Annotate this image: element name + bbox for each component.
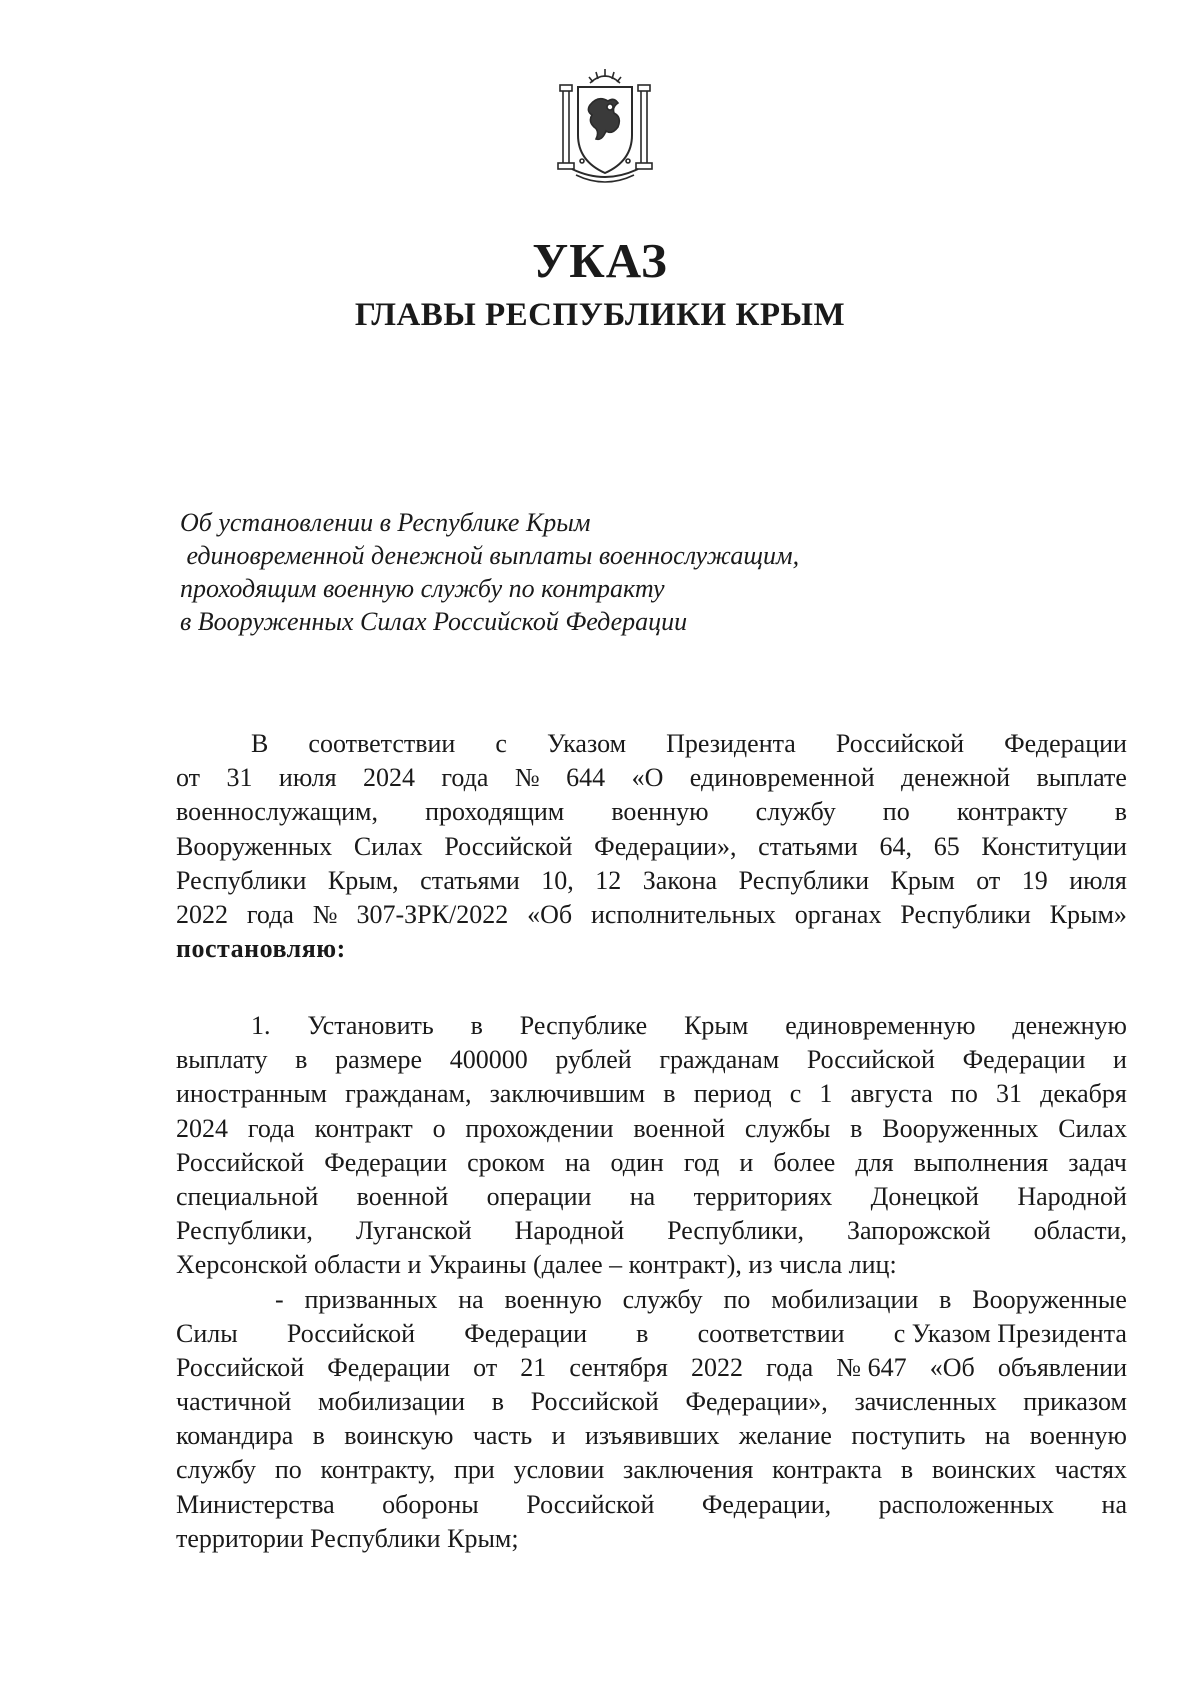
word: Российской [526, 1489, 655, 1519]
word: Федерации [962, 1045, 1086, 1075]
word: Российской [176, 1352, 305, 1382]
word: Народной [1017, 1181, 1127, 1211]
word: военную [504, 1284, 602, 1314]
word: контракт [314, 1113, 413, 1143]
word: в [636, 1318, 649, 1348]
text-line [176, 761, 1127, 795]
word: 10, [541, 865, 574, 895]
word: на [984, 1421, 1011, 1451]
subject-line: единовременной денежной выплаты военнослужащим, [180, 541, 800, 570]
word: военной [356, 1181, 449, 1211]
word: 12 [595, 865, 622, 895]
word: 19 [1021, 865, 1048, 895]
word: выполнения [913, 1147, 1049, 1177]
word: 2024 [362, 763, 415, 793]
word: часть [472, 1421, 533, 1451]
word: иностранным [176, 1079, 327, 1109]
text-line [176, 1112, 1127, 1146]
text-line [176, 1488, 1127, 1522]
word: Республики [900, 899, 1031, 929]
word: - [275, 1284, 284, 1314]
word: июля [1069, 865, 1127, 895]
word: с [789, 1079, 802, 1109]
word: от [473, 1352, 498, 1382]
word: воинскую [344, 1421, 454, 1451]
word: соответствии [697, 1318, 845, 1348]
word: «Об [527, 899, 573, 929]
word: Президента [666, 729, 796, 758]
word: приказом [1023, 1387, 1127, 1417]
word: 2022 [176, 899, 228, 929]
text-line: Херсонской области и Украины (далее – контракт), из числа лиц: [176, 1250, 897, 1280]
word: Федерации, [701, 1489, 832, 1519]
subject-line: проходящим военную службу по контракту [180, 574, 665, 603]
word: при [454, 1455, 495, 1485]
text-line [176, 1077, 1127, 1111]
word: денежной [901, 763, 1011, 793]
word: военной [633, 1113, 726, 1143]
word: года [441, 763, 489, 793]
word: гражданам [659, 1045, 780, 1075]
text-line [176, 1180, 1127, 1214]
word: «Об [929, 1352, 975, 1382]
word: В [251, 729, 269, 758]
word: Крым [890, 865, 955, 895]
text-line [176, 1453, 1127, 1487]
word: контракту [956, 797, 1068, 827]
text-line [176, 1214, 1127, 1248]
word: Республики [176, 865, 307, 895]
word: для [855, 1147, 894, 1177]
word: Запорожской [846, 1216, 991, 1246]
word: Силах [1058, 1113, 1127, 1143]
word: Российской [530, 1387, 659, 1417]
word: Российской [444, 831, 573, 861]
word: Министерства [176, 1489, 335, 1519]
word: года [766, 1352, 814, 1382]
word: военную [611, 797, 709, 827]
word: с [495, 729, 507, 758]
word: денежную [1012, 1011, 1127, 1040]
word: 1. [251, 1011, 271, 1040]
word: период [693, 1079, 772, 1109]
word: Вооруженных [882, 1113, 1039, 1143]
word: выплате [1036, 763, 1127, 793]
word: Силы [176, 1318, 238, 1348]
word: статьями [420, 865, 520, 895]
word: Республике [519, 1011, 648, 1040]
word: Луганской [355, 1216, 472, 1246]
word: и [551, 1421, 566, 1451]
text-line: территории Республики Крым; [176, 1523, 519, 1553]
word: Федерации [327, 1352, 451, 1382]
word: 2024 [176, 1113, 228, 1143]
item-1-paragraph [176, 1009, 1127, 1556]
word: единовременной [689, 763, 875, 793]
word: Установить [307, 1011, 434, 1040]
word: рублей [555, 1045, 632, 1075]
word: операции [486, 1181, 592, 1211]
word: Крым [684, 1011, 749, 1040]
text-line [176, 795, 1127, 829]
word: 2022 [691, 1352, 743, 1382]
word: Федерации [464, 1318, 587, 1348]
word: 64, [879, 831, 912, 861]
word: Федерации», [685, 1387, 828, 1417]
word: единовременную [785, 1011, 976, 1040]
word: 644 [566, 763, 606, 793]
word: Республики, [176, 1216, 313, 1246]
word: № [514, 763, 540, 793]
word: Российской [286, 1318, 416, 1348]
text-line [176, 727, 1127, 761]
word: июля [278, 763, 337, 793]
word: 21 [520, 1352, 547, 1382]
word: мобилизации [771, 1284, 919, 1314]
word: призванных [304, 1284, 438, 1314]
decree-title: УКАЗ [532, 233, 668, 288]
word: в [470, 1011, 483, 1040]
word: командира [176, 1421, 294, 1451]
word: обороны [382, 1489, 479, 1519]
word: год [683, 1147, 720, 1177]
word: Закона [642, 865, 718, 895]
word: декабря [1040, 1079, 1127, 1109]
word: военную [1029, 1421, 1127, 1451]
word: о [432, 1113, 446, 1143]
word: территориях [693, 1181, 833, 1211]
word: Российской [806, 1045, 935, 1075]
word: Федерации», [594, 831, 737, 861]
word: 1 [819, 1079, 833, 1109]
word: условии [513, 1455, 605, 1485]
word: более [773, 1147, 836, 1177]
decree-subject [180, 506, 940, 638]
word: Крым, [327, 865, 399, 895]
word: Российской [176, 1147, 305, 1177]
word: 31 [995, 1079, 1022, 1109]
word: Силах [353, 831, 423, 861]
word: службу [755, 797, 836, 827]
word: военнослужащим, [176, 797, 378, 827]
word: в [491, 1387, 505, 1417]
word: от [976, 865, 1001, 895]
word: исполнительных [590, 899, 776, 929]
word: № [312, 899, 338, 929]
word: 307-ЗРК/2022 [356, 899, 509, 929]
text-line [176, 1146, 1127, 1180]
word: воинских [931, 1455, 1036, 1485]
word: 400000 [449, 1045, 528, 1075]
word: 65 [933, 831, 960, 861]
word: размере [335, 1045, 423, 1075]
word: задач [1068, 1147, 1127, 1177]
word: в [1114, 797, 1127, 827]
word: поступить [851, 1421, 966, 1451]
word: службу [176, 1455, 257, 1485]
word: Федерации [324, 1147, 447, 1177]
word: прохождении [465, 1113, 614, 1143]
word: № 647 [836, 1352, 907, 1382]
word: частичной [176, 1387, 292, 1417]
text-line [176, 898, 1127, 932]
text-line [176, 1351, 1127, 1385]
word: статьями [758, 831, 858, 861]
text-line [176, 1419, 1127, 1453]
word: Республики, [667, 1216, 805, 1246]
word: 31 [226, 763, 253, 793]
word: Федерации [1004, 729, 1127, 758]
text-line [176, 1317, 1127, 1351]
word: по [882, 797, 910, 827]
text-line [176, 1043, 1127, 1077]
word: контракту, [320, 1455, 436, 1485]
word: на [1101, 1489, 1127, 1519]
word: службы [744, 1113, 831, 1143]
word: Крым» [1049, 899, 1127, 929]
word: на [629, 1181, 656, 1211]
word: в [939, 1284, 952, 1314]
word: проходящим [425, 797, 565, 827]
bullet-line [176, 1283, 1127, 1317]
word: частях [1054, 1455, 1127, 1485]
subject-line: Об установлении в Республике Крым [180, 508, 591, 537]
word: один [610, 1147, 664, 1177]
word: изъявивших [584, 1421, 720, 1451]
word: органах [794, 899, 882, 929]
word: выплату [176, 1045, 268, 1075]
word: по [950, 1079, 978, 1109]
word: Конституции [981, 831, 1127, 861]
word: августа [850, 1079, 933, 1109]
word: мобилизации [318, 1387, 466, 1417]
word: сроком [467, 1147, 545, 1177]
word: года [246, 899, 294, 929]
word: с Указом Президента [893, 1318, 1127, 1348]
word: расположенных [878, 1489, 1055, 1519]
subject-line: в Вооруженных Силах Российской Федерации [180, 607, 688, 636]
word: заключившим [489, 1079, 646, 1109]
word: Вооруженные [972, 1284, 1127, 1314]
word: заключения [623, 1455, 754, 1485]
word: зачисленных [854, 1387, 997, 1417]
word: Республики [738, 865, 870, 895]
word: в [900, 1455, 914, 1485]
word: области, [1033, 1216, 1127, 1246]
word: от [176, 763, 201, 793]
word: объявлении [997, 1352, 1127, 1382]
text-line [176, 864, 1127, 898]
decree-word: постановляю: [176, 934, 346, 964]
word: Народной [514, 1216, 625, 1246]
word: года [247, 1113, 295, 1143]
word: желание [738, 1421, 832, 1451]
word: специальной [176, 1181, 319, 1211]
text-line [176, 1009, 1127, 1043]
decree-issuer: ГЛАВЫ РЕСПУБЛИКИ КРЫМ [354, 297, 846, 333]
word: и [1113, 1045, 1127, 1075]
text-line [176, 830, 1127, 864]
word: в [295, 1045, 308, 1075]
word: соответствии [308, 729, 456, 758]
word: в [850, 1113, 863, 1143]
word: по [723, 1284, 751, 1314]
word: контракта [772, 1455, 883, 1485]
word: на [458, 1284, 484, 1314]
word: сентября [569, 1352, 668, 1382]
word: в [312, 1421, 325, 1451]
word: «О [631, 763, 664, 793]
word: по [274, 1455, 302, 1485]
word: Российской [835, 729, 965, 758]
word: на [564, 1147, 591, 1177]
crimea-coat-of-arms-icon [552, 65, 658, 187]
word: и [739, 1147, 754, 1177]
word: Вооруженных [176, 831, 333, 861]
word: Донецкой [870, 1181, 979, 1211]
preamble-paragraph [176, 727, 1127, 966]
word: службу [622, 1284, 703, 1314]
word: в [663, 1079, 676, 1109]
word: гражданам, [345, 1079, 472, 1109]
word: Указом [547, 729, 627, 758]
text-line [176, 1385, 1127, 1419]
